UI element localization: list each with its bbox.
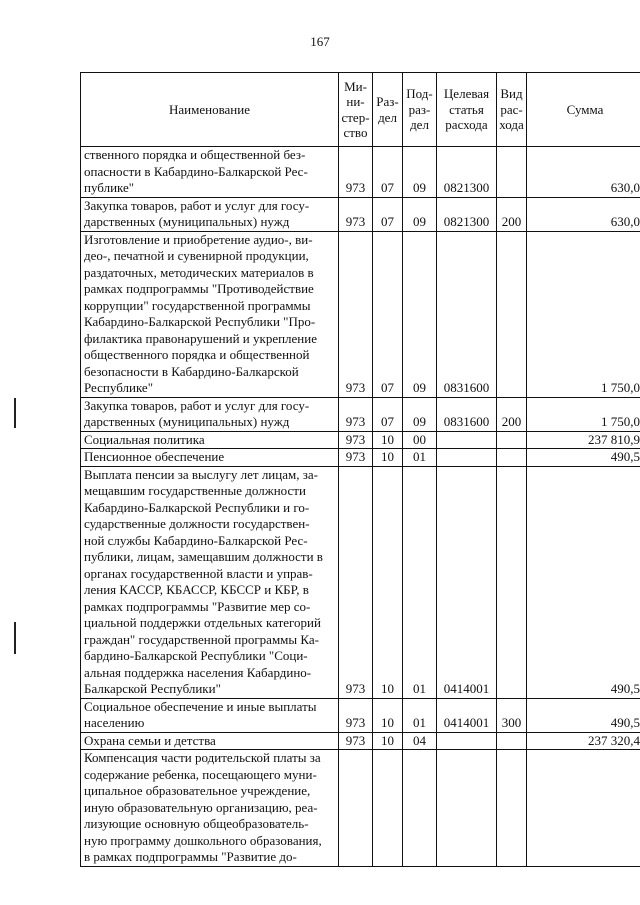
cell-target xyxy=(437,431,497,449)
cell-ministry: 973 xyxy=(339,397,373,431)
cell-subsection xyxy=(403,750,437,867)
cell-sum: 237 810,9 xyxy=(527,431,640,449)
cell-name: ственного порядка и общественной без- опасности в Кабардино-Балкарской Рес- публике" xyxy=(81,147,339,198)
table-row xyxy=(81,431,640,449)
cell-name: Охрана семьи и детства xyxy=(81,732,339,750)
cell-name: Закупка товаров, работ и услуг для госу- дарственных (муниципальных) нужд xyxy=(81,197,339,231)
cell-section: 10 xyxy=(373,449,403,467)
cell-type: 200 xyxy=(497,397,527,431)
cell-section xyxy=(373,750,403,867)
cell-name: Социальная политика xyxy=(81,431,339,449)
cell-section: 10 xyxy=(373,732,403,750)
table-row xyxy=(81,147,640,198)
table-row xyxy=(81,732,640,750)
cell-sum: 237 320,4 xyxy=(527,732,640,750)
cell-type xyxy=(497,431,527,449)
cell-type: 200 xyxy=(497,197,527,231)
cell-ministry: 973 xyxy=(339,732,373,750)
cell-ministry: 973 xyxy=(339,231,373,397)
table-row xyxy=(81,397,640,431)
cell-type xyxy=(497,231,527,397)
cell-subsection: 09 xyxy=(403,197,437,231)
cell-sum: 630,0 xyxy=(527,147,640,198)
page-number: 167 xyxy=(310,34,330,49)
cell-section: 10 xyxy=(373,698,403,732)
table-row xyxy=(81,197,640,231)
cell-name: Изготовление и приобретение аудио-, ви- део-, печатной и сувенирной продукции, раздаточных, методических материалов в рамках подпрограммы "Противодействие коррупции" государственной программы Кабардино-Балкарской Республики "Про- филактика правонарушений и укрепление общественного порядка и общественной безопасности в Кабардино-Балкарской Республике" xyxy=(81,231,339,397)
cell-sum: 1 750,0 xyxy=(527,231,640,397)
cell-target: 0821300 xyxy=(437,147,497,198)
cell-target: 0821300 xyxy=(437,197,497,231)
cell-subsection: 04 xyxy=(403,732,437,750)
cell-name: Выплата пенсии за выслугу лет лицам, за- мещавшим государственные должности Кабардино-Балкарской Республики и го- сударственные должности государствен- ной службы Кабардино-Балкарской Рес- публики, лицам, замещавшим должности в органах государственной власти и управ- ления КАССР, КБАССР, КБССР и КБР, в рамках подпрограммы "Развитие мер со- циальной поддержки отдельных категорий граждан" государственной программы Ка- бардино-Балкарской Республики "Соци- альная поддержка населения Кабардино- Балкарской Республики" xyxy=(81,466,339,698)
header-name-label: Наименование xyxy=(169,101,250,117)
cell-target xyxy=(437,750,497,867)
cell-subsection: 01 xyxy=(403,466,437,698)
table-header-row xyxy=(81,73,640,147)
cell-sum: 490,5 xyxy=(527,449,640,467)
cell-target: 0414001 xyxy=(437,466,497,698)
cell-target: 0414001 xyxy=(437,698,497,732)
cell-subsection: 09 xyxy=(403,147,437,198)
cell-ministry: 973 xyxy=(339,466,373,698)
table-row xyxy=(81,449,640,467)
cell-subsection: 09 xyxy=(403,397,437,431)
header-section-label: Раз- дел xyxy=(376,94,399,125)
cell-target: 0831600 xyxy=(437,397,497,431)
header-target-label: Целевая статья расхода xyxy=(443,86,490,133)
cell-target: 0831600 xyxy=(437,231,497,397)
cell-subsection: 01 xyxy=(403,449,437,467)
cell-ministry: 973 xyxy=(339,147,373,198)
cell-sum: 490,5 xyxy=(527,698,640,732)
budget-table xyxy=(80,72,640,867)
cell-type xyxy=(497,147,527,198)
left-edge-mark xyxy=(14,398,16,428)
cell-ministry: 973 xyxy=(339,431,373,449)
cell-sum xyxy=(527,750,640,867)
table-row xyxy=(81,698,640,732)
cell-section: 07 xyxy=(373,397,403,431)
header-target xyxy=(437,73,497,147)
header-ministry xyxy=(339,73,373,147)
cell-type: 300 xyxy=(497,698,527,732)
cell-section: 07 xyxy=(373,197,403,231)
cell-section: 07 xyxy=(373,231,403,397)
cell-type xyxy=(497,449,527,467)
cell-type xyxy=(497,466,527,698)
header-ministry-label: Ми- ни- стер- ство xyxy=(341,78,370,140)
cell-ministry: 973 xyxy=(339,449,373,467)
cell-ministry: 973 xyxy=(339,698,373,732)
cell-name: Компенсация части родительской платы за содержание ребенка, посещающего муни- ципальное образовательное учреждение, иную образовательную организацию, реа- лизующие основную общеобразователь- ную программу дошкольного образования, в рамках подпрограммы "Развитие до- xyxy=(81,750,339,867)
cell-type xyxy=(497,732,527,750)
cell-name: Социальное обеспечение и иные выплаты населению xyxy=(81,698,339,732)
cell-sum: 1 750,0 xyxy=(527,397,640,431)
cell-name: Закупка товаров, работ и услуг для госу- дарственных (муниципальных) нужд xyxy=(81,397,339,431)
cell-subsection: 09 xyxy=(403,231,437,397)
header-type xyxy=(497,73,527,147)
cell-target xyxy=(437,449,497,467)
header-sum-label: Сумма xyxy=(566,101,604,117)
cell-sum: 490,5 xyxy=(527,466,640,698)
cell-section: 07 xyxy=(373,147,403,198)
header-name xyxy=(81,73,339,147)
cell-section: 10 xyxy=(373,466,403,698)
header-section xyxy=(373,73,403,147)
header-subsection-label: Под- раз- дел xyxy=(406,86,433,133)
header-sum xyxy=(527,73,640,147)
cell-section: 10 xyxy=(373,431,403,449)
header-subsection xyxy=(403,73,437,147)
table-row xyxy=(81,231,640,397)
cell-ministry xyxy=(339,750,373,867)
cell-ministry: 973 xyxy=(339,197,373,231)
cell-type xyxy=(497,750,527,867)
cell-sum: 630,0 xyxy=(527,197,640,231)
left-edge-mark xyxy=(14,622,16,654)
cell-target xyxy=(437,732,497,750)
cell-subsection: 01 xyxy=(403,698,437,732)
header-type-label: Вид рас- хода xyxy=(499,86,524,133)
table-row xyxy=(81,750,640,867)
cell-subsection: 00 xyxy=(403,431,437,449)
cell-name: Пенсионное обеспечение xyxy=(81,449,339,467)
table-row xyxy=(81,466,640,698)
